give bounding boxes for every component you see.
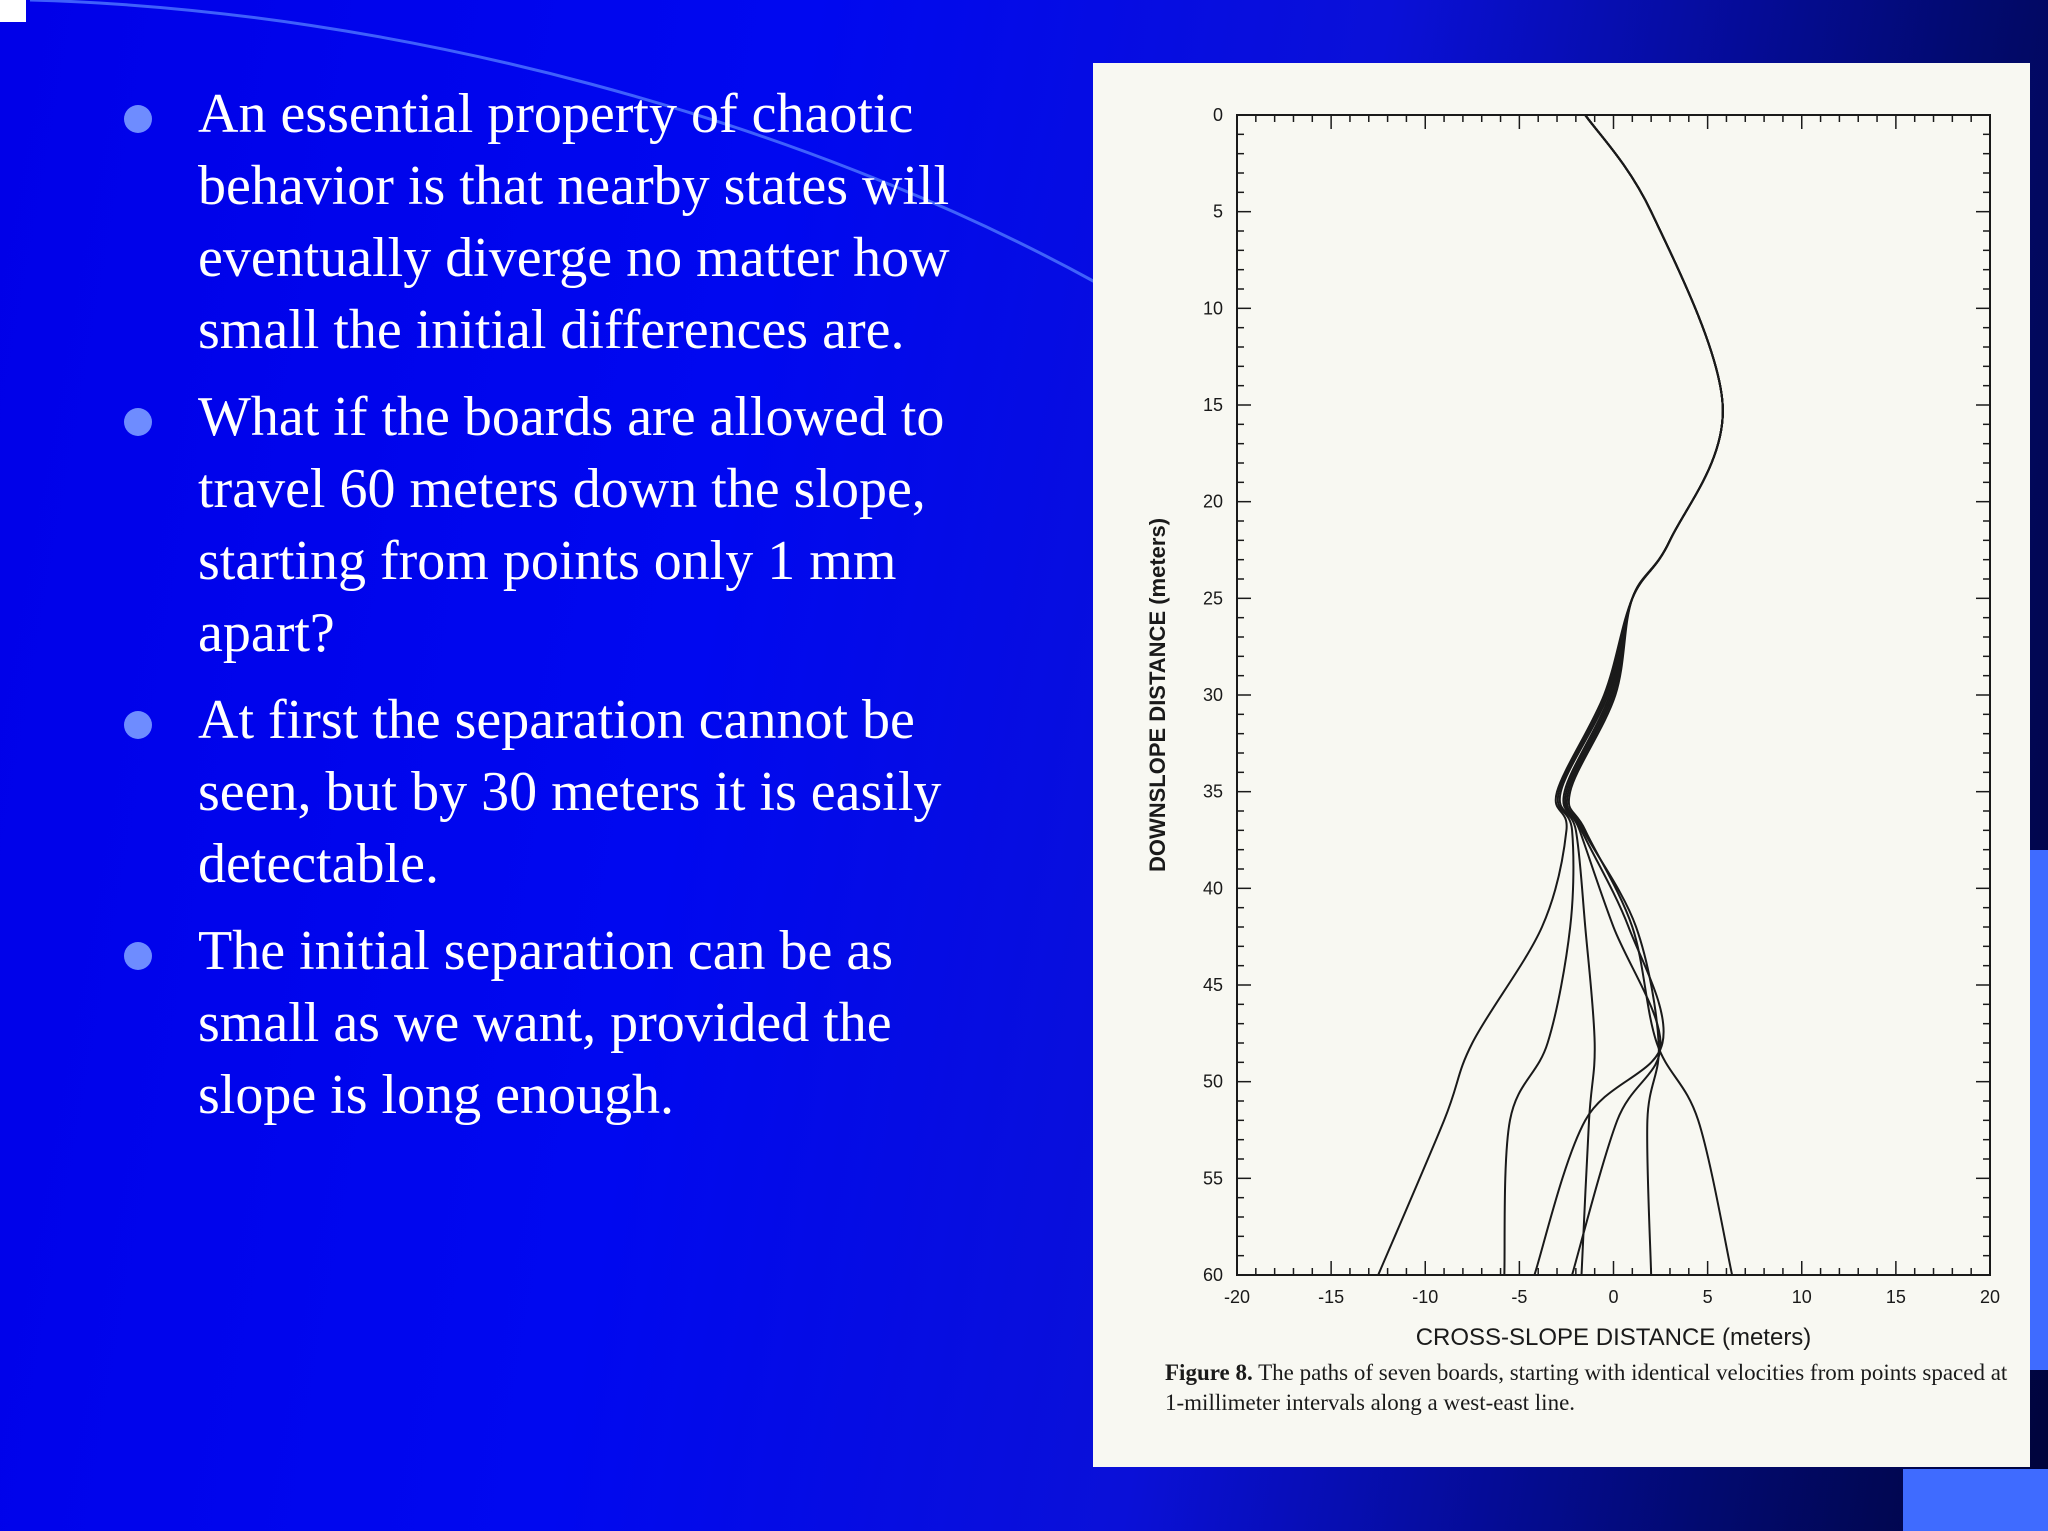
y-tick-label: 60 [1202, 1265, 1223, 1285]
x-tick-label: 20 [1979, 1287, 2001, 1307]
bullet-list [118, 78, 1018, 1146]
figure-caption [1165, 1358, 2025, 1418]
board-path-line [1534, 115, 1722, 1275]
y-tick-label: 30 [1202, 685, 1223, 705]
y-tick-label: 5 [1212, 201, 1223, 222]
y-tick-label: 20 [1202, 491, 1223, 512]
bullet-item [118, 915, 1018, 1131]
decorative-block-bottom [1903, 1469, 2048, 1531]
board-path-line [1560, 115, 1723, 1275]
y-tick-label: 50 [1202, 1071, 1223, 1092]
bullet-text: At first the separation cannot be seen, but by 30 meters it is easily detectable. [198, 689, 942, 895]
bullet-text: What if the boards are allowed to travel 60 meters down the slope, starting from points only 1 mm apart? [198, 386, 945, 664]
y-tick-label: 15 [1202, 395, 1223, 415]
bullet-dot-icon [124, 942, 152, 970]
board-path-line [1378, 115, 1723, 1275]
bullet-dot-icon [124, 711, 152, 739]
x-tick-label: -5 [1511, 1287, 1528, 1307]
figure-panel [1093, 63, 2030, 1467]
bullet-text: An essential property of chaotic behavior is that nearby states will eventually diverge no matter how small the initial differences are. [198, 83, 950, 361]
x-tick-label: -10 [1412, 1287, 1439, 1307]
y-tick-label: 25 [1202, 588, 1223, 609]
board-path-line [1569, 115, 1732, 1275]
y-tick-label: 45 [1202, 975, 1223, 995]
bullet-dot-icon [124, 408, 152, 436]
y-tick-label: 55 [1202, 1168, 1223, 1189]
y-tick-label: 40 [1202, 878, 1223, 899]
y-tick-label: 0 [1212, 105, 1223, 125]
slide-corner-mark [0, 0, 26, 22]
x-tick-label: 15 [1885, 1287, 1906, 1307]
x-tick-label: 10 [1791, 1287, 1812, 1307]
board-paths-chart [1093, 63, 2030, 1353]
decorative-block-right [2028, 850, 2048, 1370]
x-tick-label: 5 [1702, 1287, 1713, 1307]
bullet-item [118, 381, 1018, 669]
figure-caption-text: The paths of seven boards, starting with identical velocities from points spaced at 1-millimeter intervals along a west-east line. [1165, 1360, 2008, 1415]
bullet-dot-icon [124, 105, 152, 133]
x-axis-label: CROSS-SLOPE DISTANCE (meters) [1415, 1324, 1812, 1351]
y-tick-label: 35 [1202, 781, 1223, 802]
bullet-text: The initial separation can be as small as we want, provided the slope is long enough. [198, 920, 894, 1126]
figure-caption-label: Figure 8. [1165, 1360, 1253, 1385]
x-tick-label: -20 [1223, 1287, 1251, 1307]
x-tick-label: 0 [1608, 1287, 1619, 1307]
y-tick-label: 10 [1202, 298, 1223, 319]
x-tick-label: -15 [1318, 1287, 1345, 1307]
bullet-item [118, 684, 1018, 900]
bullet-item [118, 78, 1018, 366]
board-path-line [1563, 115, 1722, 1275]
y-axis-label: DOWNSLOPE DISTANCE (meters) [1145, 517, 1170, 873]
